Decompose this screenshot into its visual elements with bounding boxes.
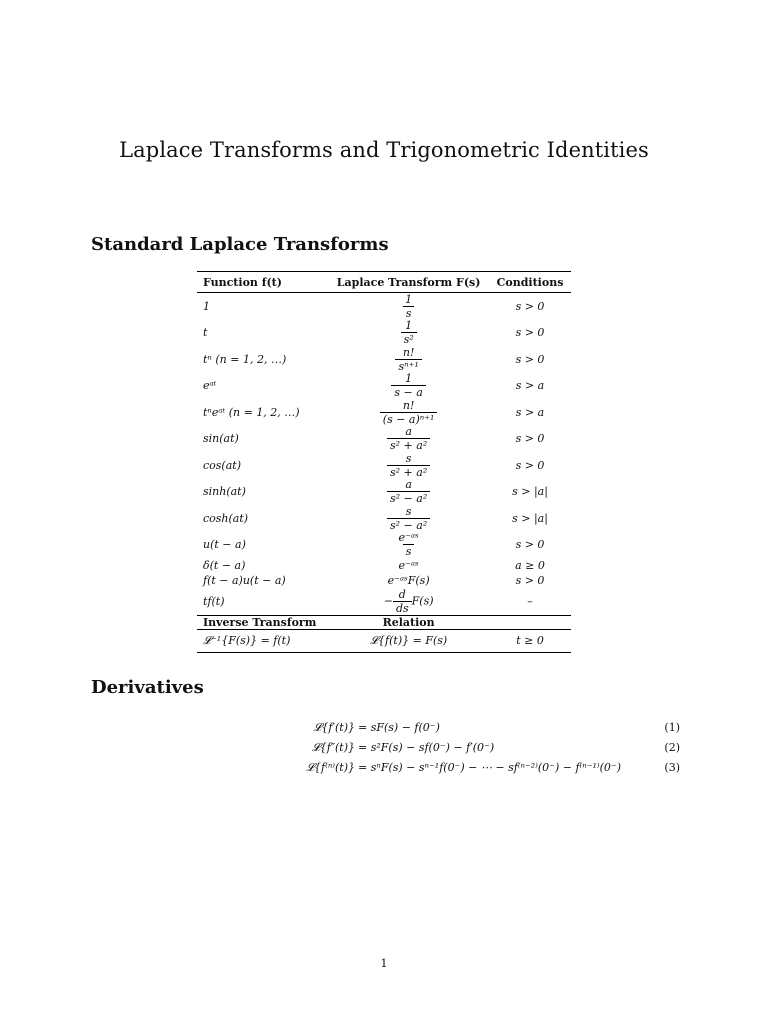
cell-condition: s > a <box>515 379 545 393</box>
table-row <box>197 532 571 559</box>
fraction <box>387 453 430 478</box>
cell-function: sin(at) <box>203 432 239 446</box>
equation-number: (2) <box>664 741 680 754</box>
fraction-numerator: n! <box>402 398 415 412</box>
cell-condition: a ≥ 0 <box>515 559 545 572</box>
cell-transform <box>328 588 489 615</box>
cell-function: δ(t − a) <box>203 559 246 572</box>
cell-function: f(t − a)u(t − a) <box>203 574 286 587</box>
cell-function: cosh(at) <box>203 511 249 525</box>
laplace-table <box>197 271 571 653</box>
fraction <box>396 532 422 557</box>
cell-condition: s > |a| <box>512 511 548 525</box>
equation-number: (3) <box>664 761 680 774</box>
table-row <box>197 399 571 426</box>
equation-rhs: = sⁿF(s) − sⁿ⁻¹f(0⁻) − ⋯ − sf⁽ⁿ⁻²⁾(0⁻) − f⁽ⁿ⁻¹⁾(0⁻) <box>358 761 622 774</box>
transform-tail: F(s) <box>411 594 434 608</box>
fraction <box>391 373 425 398</box>
cell-function: sinh(at) <box>203 485 246 499</box>
table-row <box>197 479 571 506</box>
fraction-denominator: (s − a)ⁿ⁺¹ <box>380 412 438 425</box>
table-row <box>197 588 571 615</box>
cell-condition: – <box>489 588 571 615</box>
section-heading-laplace: Standard Laplace Transforms <box>91 234 389 255</box>
cell-condition: s > |a| <box>512 485 548 499</box>
fraction-numerator: 1 <box>405 292 413 306</box>
fraction-numerator: 1 <box>405 319 413 333</box>
fraction <box>387 506 430 531</box>
fraction-denominator: s² + a² <box>387 465 430 478</box>
table-row <box>197 558 571 573</box>
cell-function: cos(at) <box>203 458 241 472</box>
fraction <box>401 320 417 345</box>
header-inverse: Inverse Transform <box>197 615 328 629</box>
fraction-numerator: a <box>405 478 412 492</box>
header-empty <box>489 615 571 629</box>
cell-relation: 𝓛{f(t)} = F(s) <box>328 629 489 652</box>
fraction <box>402 294 415 319</box>
cell-inverse: 𝓛⁻¹{F(s)} = f(t) <box>197 629 328 652</box>
fraction <box>387 479 430 504</box>
cell-transform <box>328 505 489 532</box>
fraction-denominator: sⁿ⁺¹ <box>395 359 421 372</box>
fraction <box>380 400 438 425</box>
header-function: Function f(t) <box>197 272 328 293</box>
fraction-denominator: ds <box>393 601 412 614</box>
cell-condition: s > 0 <box>515 458 545 472</box>
equation-lhs: 𝓛{f′(t)} <box>313 721 355 734</box>
cell-condition: s > 0 <box>515 432 545 446</box>
cell-function: u(t − a) <box>203 538 246 552</box>
equation-row <box>180 741 680 761</box>
table-row <box>197 320 571 347</box>
fraction-denominator: s² <box>401 332 417 345</box>
fraction-denominator: s − a <box>391 385 425 398</box>
inverse-row <box>197 629 571 652</box>
table-row <box>197 373 571 400</box>
cell-function: tⁿ (n = 1, 2, …) <box>203 352 287 366</box>
table-row <box>197 452 571 479</box>
table-row <box>197 426 571 453</box>
equation-lhs: 𝓛{f″(t)} <box>311 741 355 754</box>
cell-function: tf(t) <box>197 588 328 615</box>
cell-transform <box>328 426 489 453</box>
header-conditions: Conditions <box>489 272 571 293</box>
cell-transform: e⁻ᵃˢ <box>398 559 419 572</box>
table-header-row <box>197 272 571 293</box>
table-row <box>197 573 571 588</box>
equation-block <box>180 721 680 781</box>
cell-condition: s > 0 <box>515 538 545 552</box>
cell-function: eᵃᵗ <box>203 379 217 393</box>
fraction <box>395 347 421 372</box>
fraction <box>387 426 430 451</box>
header-transform: Laplace Transform F(s) <box>328 272 489 293</box>
cell-condition: s > 0 <box>515 574 545 587</box>
table-row <box>197 293 571 320</box>
fraction-numerator: a <box>405 425 412 439</box>
table-row <box>197 346 571 373</box>
fraction-numerator: 1 <box>405 372 413 386</box>
fraction <box>393 589 412 614</box>
cell-function: tⁿeᵃᵗ (n = 1, 2, …) <box>203 405 300 419</box>
fraction-numerator: n! <box>402 345 415 359</box>
fraction-denominator: s <box>403 544 415 557</box>
minus-sign: − <box>383 594 393 608</box>
cell-condition: s > 0 <box>515 352 545 366</box>
inverse-header-row <box>197 615 571 629</box>
fraction-denominator: s <box>403 306 415 319</box>
equation-lhs: 𝓛{f⁽ⁿ⁾(t)} <box>306 761 355 774</box>
header-relation: Relation <box>328 615 489 629</box>
cell-function: t <box>203 326 208 340</box>
fraction-denominator: s² − a² <box>387 491 430 504</box>
equation-rhs: = s²F(s) − sf(0⁻) − f′(0⁻) <box>358 741 495 754</box>
cell-transform <box>328 293 489 320</box>
cell-transform <box>328 373 489 400</box>
cell-condition: t ≥ 0 <box>489 629 571 652</box>
cell-transform <box>328 346 489 373</box>
page-number: 1 <box>380 957 388 970</box>
cell-function: 1 <box>203 299 210 313</box>
cell-transform <box>328 532 489 559</box>
equation-row <box>180 721 680 741</box>
cell-condition: s > 0 <box>515 299 545 313</box>
cell-transform <box>328 452 489 479</box>
equation-row <box>180 761 680 781</box>
fraction-numerator: e⁻ᵃˢ <box>398 531 419 545</box>
cell-transform: e⁻ᵃˢF(s) <box>387 574 430 587</box>
fraction-numerator: s <box>405 504 412 518</box>
equation-number: (1) <box>664 721 680 734</box>
equation-rhs: = sF(s) − f(0⁻) <box>358 721 440 734</box>
cell-transform <box>328 479 489 506</box>
cell-condition: s > 0 <box>515 326 545 340</box>
section-heading-derivatives: Derivatives <box>91 677 204 698</box>
fraction-numerator: d <box>398 587 406 601</box>
cell-transform <box>328 399 489 426</box>
fraction-denominator: s² − a² <box>387 518 430 531</box>
table-row <box>197 505 571 532</box>
fraction-numerator: s <box>405 451 412 465</box>
fraction-denominator: s² + a² <box>387 438 430 451</box>
document-title: Laplace Transforms and Trigonometric Identities <box>119 138 649 162</box>
cell-transform <box>328 320 489 347</box>
cell-condition: s > a <box>515 405 545 419</box>
